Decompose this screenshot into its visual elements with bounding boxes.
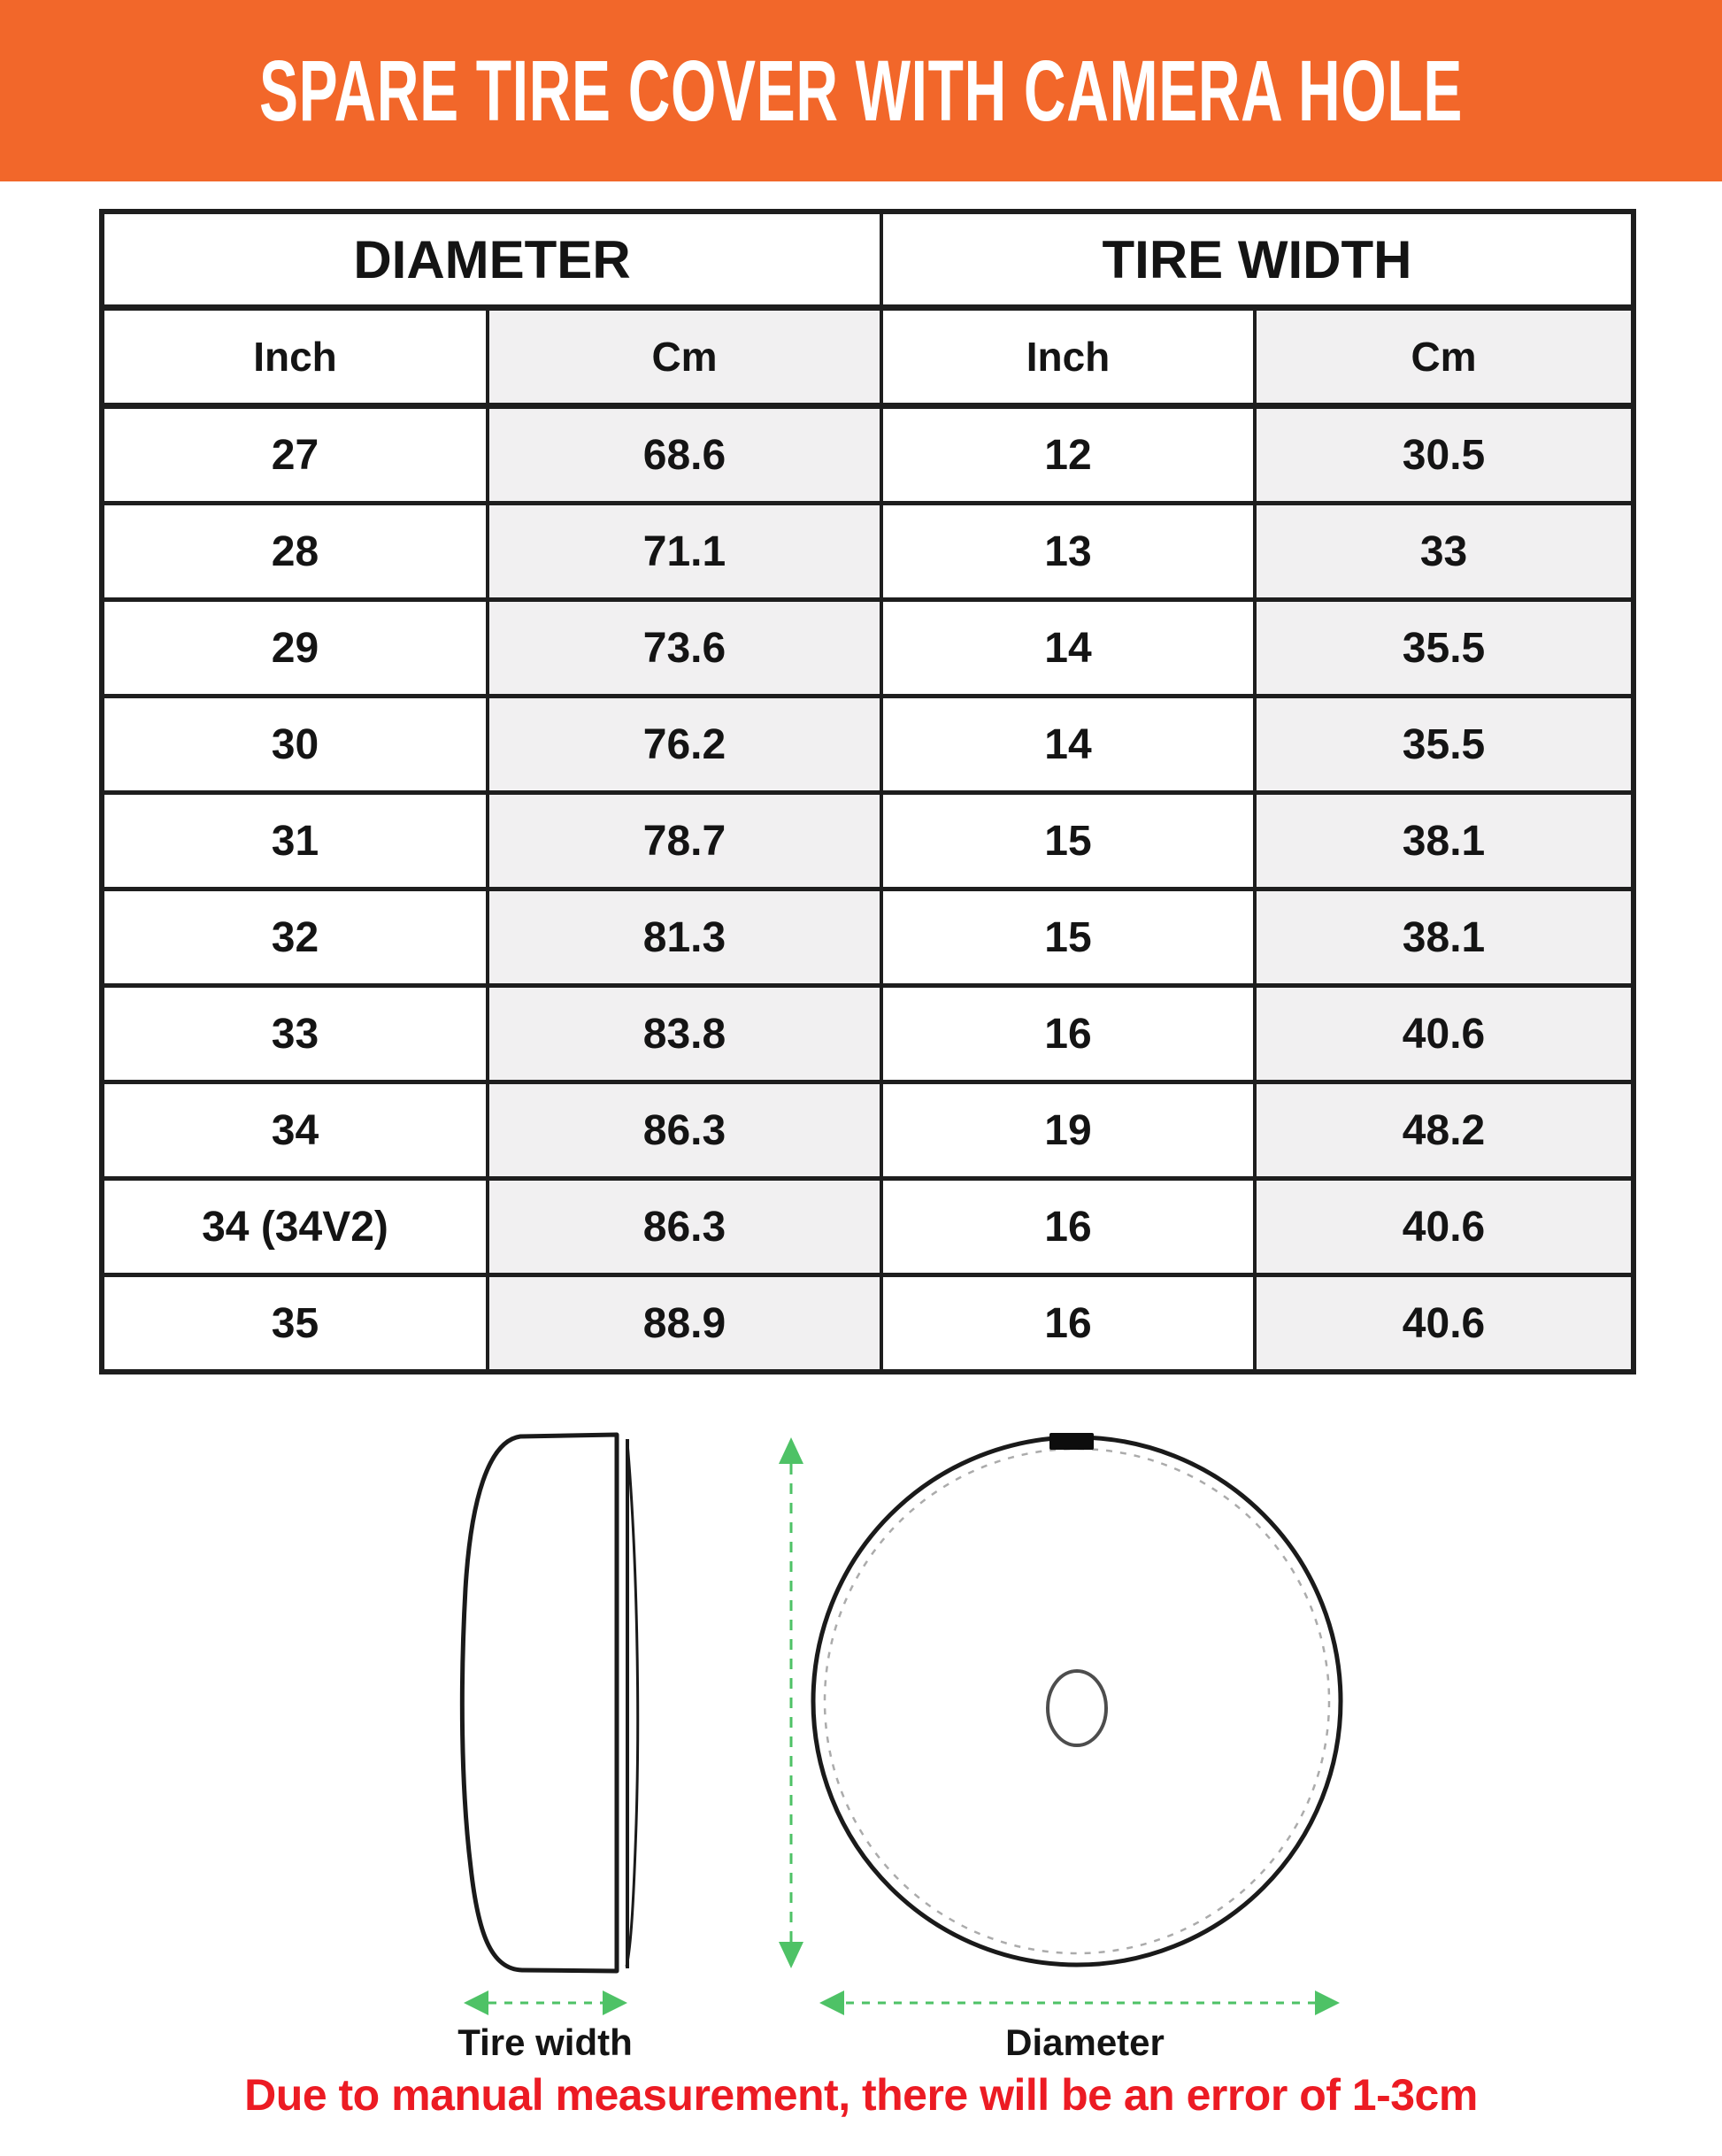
diameter-cm-value: 88.9 (488, 1275, 881, 1373)
table-row (102, 986, 1634, 1082)
table-row (102, 504, 1634, 600)
diameter-cm-value: 78.7 (488, 793, 881, 889)
tirewidth-inch-value: 19 (881, 1082, 1255, 1179)
tirewidth-inch-header: Inch (881, 308, 1255, 406)
header-banner (0, 0, 1722, 181)
diameter-cm-value: 86.3 (488, 1082, 881, 1179)
diameter-inch-value: 33 (102, 986, 488, 1082)
diameter-inch-value: 30 (102, 697, 488, 793)
tirewidth-cm-value: 38.1 (1255, 793, 1634, 889)
tirewidth-inch-value: 13 (881, 504, 1255, 600)
table-subheader-row (102, 308, 1634, 406)
diameter-cm-value: 68.6 (488, 406, 881, 504)
arrow-left-icon (464, 1990, 488, 2015)
diameter-inch-value: 29 (102, 600, 488, 697)
table-row (102, 600, 1634, 697)
measurement-error-note: Due to manual measurement, there will be an error of 1-3cm (244, 2070, 1478, 2120)
table-row (102, 1179, 1634, 1275)
diameter-inch-value: 34 (34V2) (102, 1179, 488, 1275)
camera-hole (1048, 1671, 1106, 1745)
diameter-inch-value: 31 (102, 793, 488, 889)
tirewidth-cm-value: 40.6 (1255, 1179, 1634, 1275)
table-row (102, 1275, 1634, 1373)
tirewidth-group-header: TIRE WIDTH (881, 212, 1634, 308)
arrow-left-icon (819, 1990, 844, 2015)
tirewidth-cm-value: 33 (1255, 504, 1634, 600)
tire-side-view (462, 1435, 637, 1971)
tire-width-label: Tire width (457, 2021, 633, 2063)
tirewidth-cm-value: 40.6 (1255, 1275, 1634, 1373)
diameter-cm-value: 76.2 (488, 697, 881, 793)
table-row (102, 793, 1634, 889)
diameter-inch-value: 34 (102, 1082, 488, 1179)
tirewidth-inch-value: 15 (881, 889, 1255, 986)
arrow-up-icon (779, 1437, 803, 1464)
tirewidth-cm-value: 35.5 (1255, 697, 1634, 793)
tirewidth-cm-value: 35.5 (1255, 600, 1634, 697)
diameter-arrow (819, 1990, 1340, 2015)
diameter-cm-value: 86.3 (488, 1179, 881, 1275)
page-title: SPARE TIRE COVER WITH CAMERA HOLE (259, 42, 1463, 139)
tirewidth-inch-value: 14 (881, 600, 1255, 697)
tirewidth-inch-value: 15 (881, 793, 1255, 889)
diameter-cm-value: 73.6 (488, 600, 881, 697)
diameter-cm-value: 81.3 (488, 889, 881, 986)
table-row (102, 889, 1634, 986)
tirewidth-inch-value: 14 (881, 697, 1255, 793)
tirewidth-inch-value: 16 (881, 1179, 1255, 1275)
diameter-inch-value: 28 (102, 504, 488, 600)
diameter-inch-value: 32 (102, 889, 488, 986)
diameter-cm-value: 71.1 (488, 504, 881, 600)
table-row (102, 406, 1634, 504)
diameter-inch-header: Inch (102, 308, 488, 406)
tire-front-view (813, 1433, 1341, 1965)
side-view-outline (462, 1435, 617, 1971)
table-group-header-row (102, 212, 1634, 308)
tire-width-arrow (464, 1990, 627, 2015)
diameter-cm-header: Cm (488, 308, 881, 406)
tirewidth-inch-value: 16 (881, 986, 1255, 1082)
table-row (102, 697, 1634, 793)
diameter-label: Diameter (1005, 2021, 1165, 2063)
diameter-group-header: DIAMETER (102, 212, 881, 308)
size-table (99, 209, 1636, 1374)
tirewidth-cm-value: 40.6 (1255, 986, 1634, 1082)
arrow-down-icon (779, 1942, 803, 1968)
hanger-tab (1049, 1433, 1094, 1450)
diameter-cm-value: 83.8 (488, 986, 881, 1082)
tirewidth-inch-value: 16 (881, 1275, 1255, 1373)
diameter-inch-value: 35 (102, 1275, 488, 1373)
arrow-right-icon (1315, 1990, 1340, 2015)
diameter-vertical-arrow (779, 1437, 803, 1968)
tirewidth-cm-value: 48.2 (1255, 1082, 1634, 1179)
tirewidth-inch-value: 12 (881, 406, 1255, 504)
measurement-diagram (0, 1398, 1722, 2098)
tirewidth-cm-header: Cm (1255, 308, 1634, 406)
table-row (102, 1082, 1634, 1179)
arrow-right-icon (603, 1990, 627, 2015)
diameter-inch-value: 27 (102, 406, 488, 504)
tirewidth-cm-value: 38.1 (1255, 889, 1634, 986)
tirewidth-cm-value: 30.5 (1255, 406, 1634, 504)
